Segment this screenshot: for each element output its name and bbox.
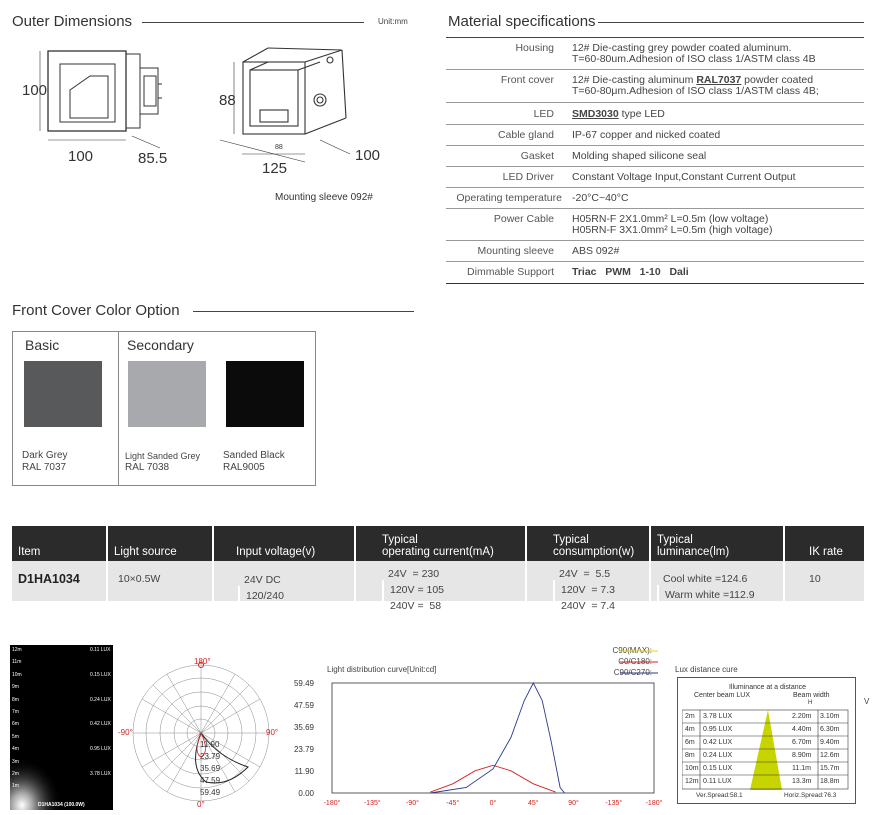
lux-cell: 10m [685,765,699,772]
beam-distance-label: 4m [12,746,19,753]
header-current: Typical operating current(mA) [354,526,525,561]
dimension-drawing [20,40,420,210]
x-tick-label: -135° [363,800,381,807]
y-tick-label: 35.69 [293,723,314,732]
lux-box [677,677,856,804]
plot-frame [332,683,654,793]
beam-distance-label: 8m [12,696,19,703]
lux-cell: 9.40m [820,739,840,746]
beam-caption: D1HA1034 (100.0W) [38,802,85,808]
x-tick-label: 0° [489,800,497,807]
light-distribution-chart [292,675,662,810]
color-option-box [12,331,316,486]
lux-cell: 3.78 LUX [703,713,733,720]
beam-distance-label: 6m [12,721,19,728]
spec-value: 12# Die-casting aluminum [572,74,697,86]
header-consumption: Typical consumption(w) [525,526,649,561]
lux-cell: 12m [685,778,699,785]
spec-key: Operating temperature [456,192,562,204]
spec-key: LED [533,108,554,120]
header-luminance: Typical luminance(lm) [649,526,783,561]
curve-title: Light distribution curve[Unit:cd] [327,665,437,674]
polar-left-label: -90° [118,728,133,737]
spec-row [446,167,864,188]
lux-col1: Center beam LUX [694,692,751,699]
lux-cell: 18.8m [820,778,840,785]
basic-label: Basic [25,337,60,353]
y-tick-label: 0.00 [298,789,314,798]
edge-letter: V [864,697,870,706]
lux-cell: 8m [685,752,695,759]
header-ik-rate: IK rate [783,526,864,561]
depth-label: 85.5 [138,150,168,167]
spec-key: Housing [515,42,554,54]
x-tick-label: -180° [323,800,341,807]
sleeve-depth-label: 100 [355,147,381,164]
spec-key: LED Driver [502,171,554,183]
spec-value: IP-67 copper and nicked coated [572,129,721,141]
x-tick-label: -135° [605,800,623,807]
swatch-label: Dark Grey RAL 7037 [22,450,68,473]
lux-cell: 13.3m [792,778,812,785]
y-tick-label: 59.49 [293,679,314,688]
x-tick-label: 90° [568,800,579,807]
table-header [12,526,864,561]
spec-value: T=60-80μm.Adhesion of ISO class 1/ASTM class 4B; [572,85,819,97]
lux-title: Lux distance cure [675,665,738,674]
beam-lux-label: 0.42 LUX [90,721,111,728]
lux-col2b: H [808,700,813,706]
front-height-label: 100 [22,82,48,99]
polar-values: 11.90 23.79 35.69 47.59 59.49 [200,740,221,797]
spec-value: H05RN-F 2X1.0mm² L=0.5m (low voltage) [572,213,769,225]
sleeve-caption: Mounting sleeve 092# [275,192,373,203]
item-code: D1HA1034 [18,572,80,586]
x-tick-label: 45° [527,800,539,807]
luminance-value: Cool white =124.6 Warm white =112.9 [649,561,783,601]
beam-lux-label: 0.24 LUX [90,696,111,703]
beam-distance-label: 2m [12,771,19,777]
lux-cell: 4.40m [792,726,812,733]
led-type: SMD3030 [572,108,619,120]
header-item: Item [18,546,41,558]
swatch-label: Sanded Black RAL9005 [223,450,285,473]
x-tick-label: -90° [406,800,419,807]
swatch-sanded-black[interactable] [226,361,304,427]
spec-key: Mounting sleeve [477,245,554,257]
spec-value: Molding shaped silicone seal [572,150,707,162]
spec-key: Cable gland [497,129,554,141]
divider [193,311,414,312]
y-tick-label: 47.59 [293,701,314,710]
beam-distance-label: 3m [12,758,19,765]
lux-cell: 2m [685,713,695,720]
spec-value: 12# Die-casting grey powder coated aluminum. [572,42,792,54]
beam-distance-label: 10m [12,671,22,678]
current-value: 24V = 230 120V = 105 240V = 58 [354,561,525,601]
unit-label: Unit:mm [378,17,408,26]
spec-row [446,241,864,262]
beam-lux-label: 0.11 LUX [90,647,111,653]
polar-right-label: 90° [266,728,279,737]
spec-value: Constant Voltage Input,Constant Current Output [572,171,796,183]
y-tick-label: 11.90 [294,767,314,776]
lux-cell: 15.7m [820,765,840,772]
lux-cell: 4m [685,726,695,733]
lux-cell: 6m [685,739,695,746]
sleeve-inner-label: 88 [275,144,283,151]
lux-cell: 12.6m [820,752,840,759]
lux-cell: 6.30m [820,726,840,733]
spec-value: powder coated [741,74,814,86]
ver-spread: Ver.Spread:58.1 [696,792,743,799]
spec-key: Gasket [520,150,554,162]
lux-col2: Beam width [793,692,830,699]
outer-dimensions-title: Outer Dimensions [12,13,133,30]
spec-value: type LED [618,108,665,120]
spec-row [446,146,864,167]
x-tick-label: -45° [446,800,460,807]
lux-cell: 8.90m [792,752,812,759]
spec-row [446,188,864,209]
swatch-dark-grey[interactable] [24,361,102,427]
polar-diagram [118,657,278,807]
legend-c90max: C90(MAX): [612,646,652,655]
lux-cell: 11.1m [792,765,811,772]
header-light-source: Light source [106,526,212,561]
spec-row [446,37,864,70]
lux-cell: 3.10m [820,713,840,720]
lux-cell: 0.24 LUX [703,752,733,759]
lux-header: Illuminance at a distance [728,684,807,691]
secondary-label: Secondary [127,337,194,353]
lux-cell: 0.42 LUX [703,739,733,746]
ral-code: RAL7037 [696,74,742,86]
lux-cell: 0.95 LUX [703,726,733,733]
beam-distance-label: 7m [12,709,19,715]
series-line [430,683,564,793]
spec-key: Front cover [500,74,554,86]
beam-distance-label: 5m [12,733,19,740]
lux-cell: 6.70m [792,739,812,746]
sleeve-height-label: 88 [219,92,236,109]
legend-c0c180: C0/C180: [618,657,652,666]
divider [142,22,364,23]
y-tick-label: 23.79 [293,745,314,754]
spec-row [446,70,864,103]
x-tick-label: -180° [645,800,662,807]
light-source-value: 10×0.5W [106,561,212,601]
beam-glow [10,645,113,810]
table-row [12,561,864,612]
voltage-value: 24V DC 120/240 [212,561,354,601]
horz-spread: Horiz.Spread:76.3 [784,792,837,799]
divider [598,22,864,23]
beam-distance-label: 12m [12,647,22,653]
legend-c90c270: C90/C270: [613,668,652,677]
beam-lux-label: 0.15 LUX [90,671,111,678]
swatch-label: Light Sanded Grey RAL 7038 [125,451,201,473]
spec-table [446,37,864,284]
polar-bottom-label: 0° [197,800,205,809]
spec-value: H05RN-F 3X1.0mm² L=0.5m (high voltage) [572,224,773,236]
beam-distance-label: 1m [12,783,19,790]
beam-lux-label: 3.78 LUX [90,771,111,777]
polar-top-label: 180° [194,657,211,666]
color-option-title: Front Cover Color Option [12,302,180,319]
spec-key: Power Cable [493,213,554,225]
spec-value: T=60-80um.Adhesion of ISO class 1/ASTM class 4B [572,53,816,65]
product-table [12,526,864,612]
spec-key: Dimmable Support [467,266,554,278]
ik-value: 10 [783,561,864,601]
swatch-light-sanded-grey[interactable] [128,361,206,427]
beam-lux-label: 0.95 LUX [90,746,111,753]
front-width-label: 100 [68,148,94,165]
sleeve-width-label: 125 [262,160,288,177]
beam-distance-label: 9m [12,684,19,691]
lux-cell: 2.20m [792,713,812,720]
lux-cell: 0.15 LUX [703,765,733,772]
beam-distance-label: 11m [12,659,22,666]
spec-row [446,262,864,284]
spec-row [446,209,864,241]
header-input-voltage: Input voltage(v) [212,526,354,561]
beam-image [10,645,113,810]
spec-row [446,103,864,125]
spec-value: -20°C~40°C [572,192,629,204]
dimmable-options: Triac PWM 1-10 Dali [572,266,689,278]
lux-cell: 0.11 LUX [703,778,732,785]
material-title: Material specifications [448,13,596,30]
consumption-value: 24V = 5.5 120V = 7.3 240V = 7.4 [525,561,649,601]
spec-row [446,125,864,146]
spec-value: ABS 092# [572,245,620,257]
